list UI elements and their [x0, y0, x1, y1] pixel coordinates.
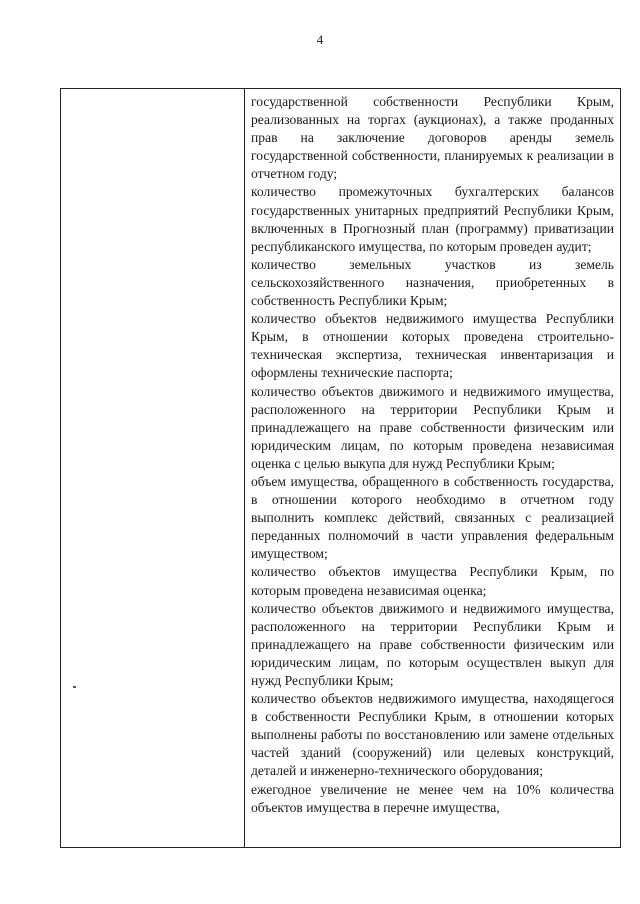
paragraph-real-estate-expertise: количество объектов недвижимого имущества Республики Крым, в отношении которых проведена строительно-техническая экспертиза, техническая инвентаризация и оформлены технические паспорта;	[251, 311, 614, 381]
paragraph-land-plots: количество земельных участков из земель сельскохозяйственного назначения, приобретенных в собственность Республики Крым;	[251, 256, 614, 309]
paragraph-property-volume: объем имущества, обращенного в собственность государства, в отношении которого необходимо в отчетном году выполнить комплекс действий, связанных с реализацией переданных полномочий в части управления федеральным имуществом;	[251, 473, 614, 562]
paragraph-independent-valuation: количество объектов имущества Республики Крым, по которым проведена независимая оценка;	[251, 564, 614, 598]
paragraph-state-property-sold: государственной собственности Республики Крым, реализованных на торгах (аукционах), а также проданных прав на заключение договоров аренды земель государственной собственности, планируемых к реализации в отчетном году;	[251, 94, 614, 182]
paragraph-independent-valuation-buyout: количество объектов движимого и недвижимого имущества, расположенного на территории Республики Крым и принадлежащего на праве собственности физическим или юридическим лицам, по которым проведена независимая оценка с целью выкупа для нужд Республики Крым;	[251, 383, 614, 471]
paragraph-buyout-completed: количество объектов движимого и недвижимого имущества, расположенного на территории Республики Крым и принадлежащего на праве собственности физическим или юридическим лицам, по которым осуществлен выкуп для нужд Республики Крым;	[251, 600, 614, 688]
document-table	[60, 88, 621, 848]
paragraph-balance-audit: количество промежуточных бухгалтерских балансов государственных унитарных предприятий Республики Крым, включенных в Прогнозный план (программу) приватизации республиканского имущества, по которым проведен аудит;	[251, 184, 614, 254]
paragraph-restoration-works: количество объектов недвижимого имущества, находящегося в собственности Республики Крым, в отношении которых выполнены работы по восстановлению или замене отдельных частей зданий (сооружений) или целевых конструкций, деталей и инженерно-технического оборудования;	[251, 691, 614, 779]
page-number: 4	[316, 32, 324, 47]
table-right-cell	[245, 89, 620, 847]
table-left-cell	[61, 89, 245, 847]
paragraph-annual-increase: ежегодное увеличение не менее чем на 10% количества объектов имущества в перечне имущества,	[251, 781, 614, 815]
scan-artifact-mark	[73, 686, 76, 688]
